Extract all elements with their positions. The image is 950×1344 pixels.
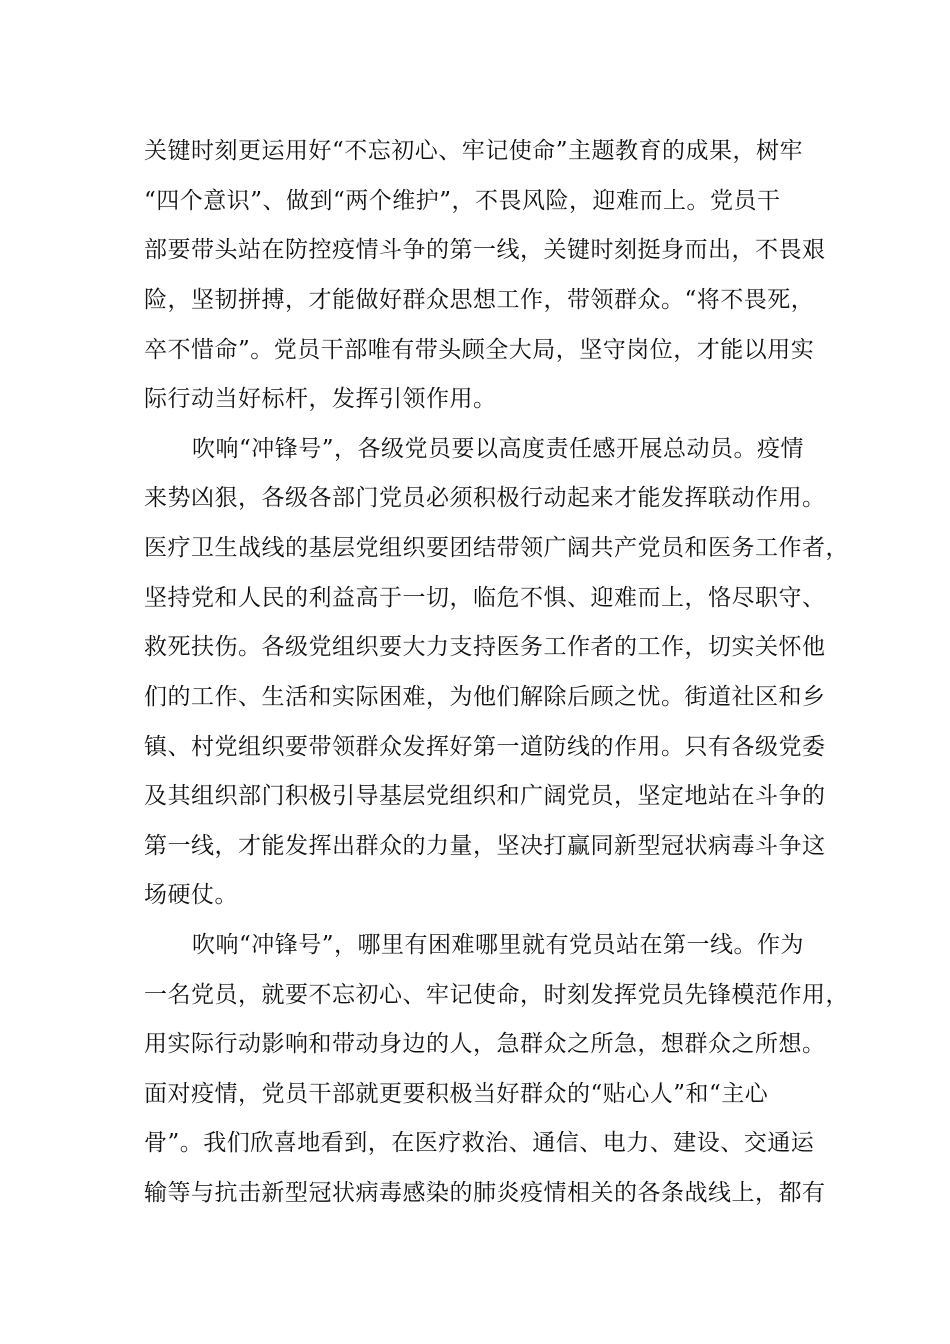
- paragraph-1-line-3: 部要带头站在防控疫情斗争的第一线，关键时刻挺身而出，不畏艰: [144, 237, 826, 263]
- paragraph-2-line-2: 来势凶狠，各级各部门党员必须积极行动起来才能发挥联动作用。: [144, 485, 826, 511]
- paragraph-3-line-3: 用实际行动影响和带动身边的人，急群众之所急，想群众之所想。: [144, 1031, 826, 1057]
- paragraph-1-line-5: 卒不惜命”。党员干部唯有带头顾全大局，坚守岗位，才能以用实: [144, 337, 815, 363]
- paragraph-2-line-10: 场硬仗。: [144, 882, 238, 908]
- paragraph-1-line-4: 险，坚韧拼搏，才能做好群众思想工作，带领群众。“将不畏死，: [144, 287, 815, 313]
- paragraph-2-line-6: 们的工作、生活和实际困难，为他们解除后顾之忧。街道社区和乡: [144, 684, 826, 710]
- paragraph-1-line-1: 关键时刻更运用好“不忘初心、牢记使命”主题教育的成果，树牢: [144, 138, 804, 164]
- paragraph-2-line-9: 第一线，才能发挥出群众的力量，坚决打赢同新型冠状病毒斗争这: [144, 833, 826, 859]
- paragraph-2-line-3: 医疗卫生战线的基层党组织要团结带领广阔共产党员和医务工作者，: [144, 535, 849, 561]
- paragraph-3-line-5: 骨”。我们欣喜地看到，在医疗救治、通信、电力、建设、交通运: [144, 1130, 815, 1156]
- paragraph-3-line-4: 面对疫情，党员干部就更要积极当好群众的“贴心人”和“主心: [144, 1081, 769, 1107]
- paragraph-3-line-1: 吹响“冲锋号”，哪里有困难哪里就有党员站在第一线。作为: [192, 932, 805, 958]
- paragraph-1-line-2: “四个意识”、做到“两个维护”，不畏风险，迎难而上。党员干: [144, 188, 781, 214]
- paragraph-2-line-1: 吹响“冲锋号”，各级党员要以高度责任感开展总动员。疫情: [192, 436, 805, 462]
- paragraph-2-line-4: 坚持党和人民的利益高于一切，临危不惧、迎难而上，恪尽职守、: [144, 585, 826, 611]
- paragraph-1-line-6: 际行动当好标杆，发挥引领作用。: [144, 386, 497, 412]
- paragraph-3-line-6: 输等与抗击新型冠状病毒感染的肺炎疫情相关的各条战线上，都有: [144, 1180, 826, 1206]
- paragraph-2-line-8: 及其组织部门积极引导基层党组织和广阔党员，坚定地站在斗争的: [144, 783, 826, 809]
- paragraph-2-line-5: 救死扶伤。各级党组织要大力支持医务工作者的工作，切实关怀他: [144, 634, 826, 660]
- paragraph-3-line-2: 一名党员，就要不忘初心、牢记使命，时刻发挥党员先锋模范作用，: [144, 982, 849, 1008]
- paragraph-2-line-7: 镇、村党组织要带领群众发挥好第一道防线的作用。只有各级党委: [144, 734, 826, 760]
